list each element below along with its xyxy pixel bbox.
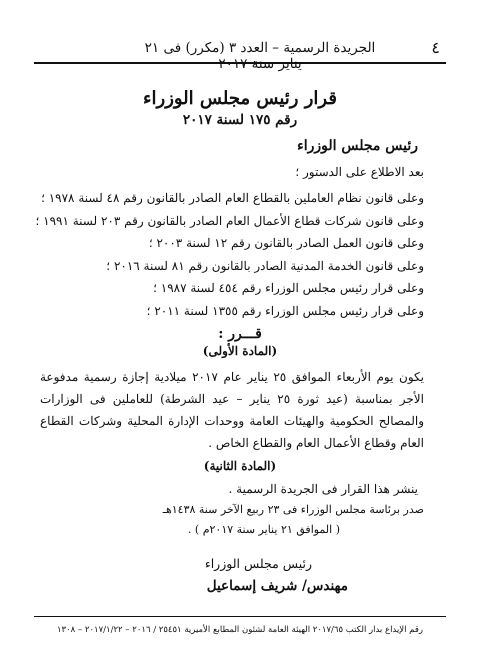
page-number: ٤ [431, 38, 440, 57]
page-footer: رقم الإيداع بدار الكتب ٢٠١٧/٦٥ الهيئة العامة لشئون المطابع الأميرية ٢٥٤٥١ / ٢٠١٦ – ٢٠١٧/١/٢٢ – ١٣٠٨ [56, 625, 423, 635]
article-1-text: يكون يوم الأربعاء الموافق ٢٥ يناير عام ٢٠١٧ ميلادية إجازة رسمية مدفوعة الأجر بمناسبة (عيد ثورة ٢٥ يناير – عيد الشرطة) للعاملين فى الوزارات والمصالح الحكومية والهيئات العامة ووحدات الإدارة المحلية وشركات القطاع العام وقطاع الأعمال العام والقطاع الخاص . [40, 370, 424, 450]
header-text: الجريدة الرسمية – العدد ٣ (مكرر) فى ٢١ يناير سنة ٢٠١٧ [144, 40, 376, 72]
preamble-list [35, 161, 424, 322]
preamble-item: وعلى قرار رئيس مجلس الوزراء رقم ١٣٥٥ لسنة ٢٠١١ ؛ [146, 303, 424, 318]
decided-heading: قـــرر : [218, 326, 262, 342]
issuer-heading: رئيس مجلس الوزراء [297, 138, 418, 154]
preamble-item: بعد الاطلاع على الدستور ؛ [295, 165, 424, 179]
signer-title: رئيس مجلس الوزراء [204, 556, 312, 571]
article-1-title: (المادة الأولى) [202, 344, 278, 358]
preamble-item: وعلى قانون العمل الصادر بالقانون رقم ١٢ لسنة ٢٠٠٣ ؛ [148, 236, 424, 250]
decision-number: رقم ١٧٥ لسنة ٢٠١٧ [182, 112, 298, 128]
gregorian-date: ( الموافق ٢١ يناير سنة ٢٠١٧م ) . [187, 523, 340, 536]
article-2-title: (المادة الثانية) [203, 459, 277, 473]
issued-date: صدر برئاسة مجلس الوزراء فى ٢٣ ربيع الآخر سنة ١٤٣٨هـ [162, 503, 424, 516]
preamble-item: وعلى قانون شركات قطاع الأعمال العام الصادر بالقانون رقم ٢٠٣ لسنة ١٩٩١ ؛ [35, 213, 424, 228]
preamble-item: وعلى قانون الخدمة المدنية الصادر بالقانون رقم ٨١ لسنة ٢٠١٦ ؛ [106, 258, 424, 273]
signer-name: مهندس/ شريف إسماعيل [206, 578, 348, 594]
decision-title: قرار رئيس مجلس الوزراء [143, 88, 337, 109]
article-1-body [40, 366, 424, 454]
footer-rule [34, 616, 446, 617]
preamble-item: وعلى قرار رئيس مجلس الوزراء رقم ٤٥٤ لسنة ١٩٨٧ ؛ [153, 281, 424, 295]
page-header [34, 38, 446, 72]
article-2-text: ينشر هذا القرار فى الجريدة الرسمية . [228, 482, 418, 496]
header-rule [34, 62, 446, 64]
preamble-item: وعلى قانون نظام العاملين بالقطاع العام الصادر بالقانون رقم ٤٨ لسنة ١٩٧٨ ؛ [41, 191, 424, 205]
